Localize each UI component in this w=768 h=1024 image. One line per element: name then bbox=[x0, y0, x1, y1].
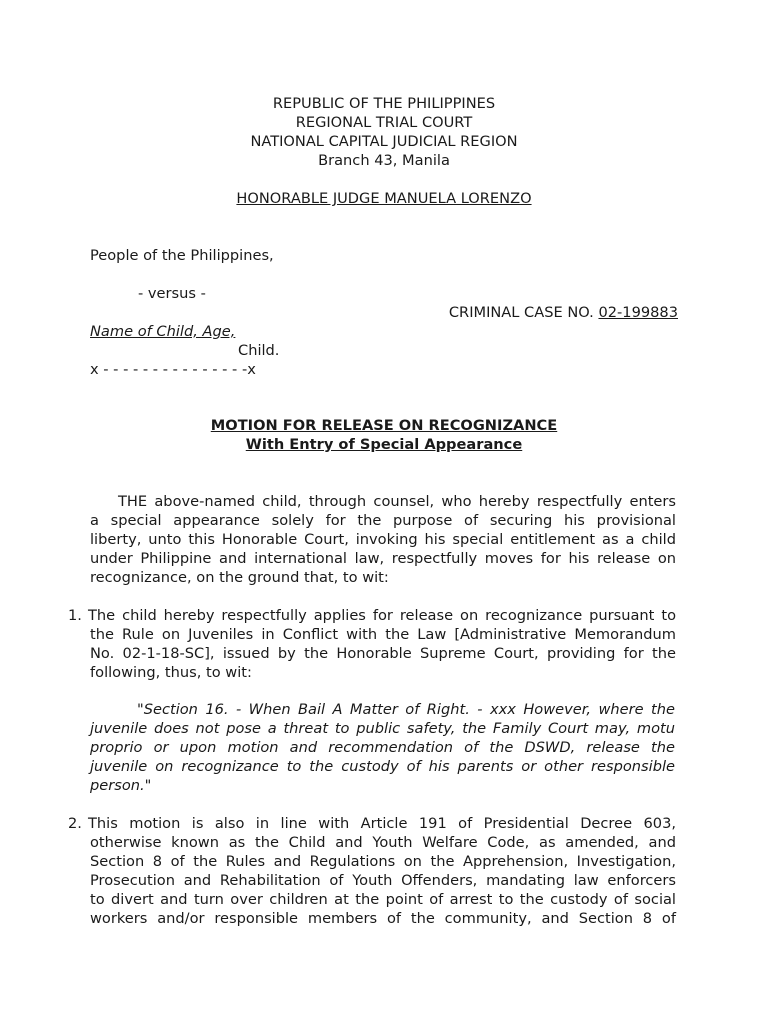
quote-line: juvenile does not pose a threat to public safety, the Family Court may, motu bbox=[90, 720, 675, 737]
defendant-role: Child. bbox=[238, 342, 280, 359]
para2-line: to divert and turn over children at the point of arrest to the custody of social bbox=[90, 891, 676, 908]
para2-number: 2. bbox=[68, 815, 82, 832]
intro-line: under Philippine and international law, respectfully moves for his release on bbox=[90, 550, 676, 567]
motion-title: MOTION FOR RELEASE ON RECOGNIZANCE bbox=[210, 417, 558, 434]
para2-line: This motion is also in line with Article 191 of Presidential Decree 603, bbox=[88, 815, 676, 832]
para2-line: Prosecution and Rehabilitation of Youth Offenders, mandating law enforcers bbox=[90, 872, 676, 889]
para1-line: following, thus, to wit: bbox=[90, 664, 252, 681]
intro-line: a special appearance solely for the purpose of securing his provisional bbox=[90, 512, 676, 529]
case-number-line bbox=[449, 303, 678, 322]
para1-line: The child hereby respectfully applies for release on recognizance pursuant to bbox=[88, 607, 676, 624]
header-branch: Branch 43, Manila bbox=[318, 152, 450, 169]
case-label: CRIMINAL CASE NO. bbox=[448, 304, 599, 321]
versus-text: - versus - bbox=[138, 285, 206, 302]
defendant-name: Name of Child, Age, bbox=[90, 323, 236, 340]
judge-name: HONORABLE JUDGE MANUELA LORENZO bbox=[236, 190, 532, 207]
caption-separator: x - - - - - - - - - - - - - - -x bbox=[90, 361, 256, 378]
para1-line: No. 02-1-18-SC], issued by the Honorable Supreme Court, providing for the bbox=[90, 645, 676, 662]
quote-line: person." bbox=[90, 777, 152, 794]
para2-line: otherwise known as the Child and Youth Welfare Code, as amended, and bbox=[90, 834, 676, 851]
header-republic: REPUBLIC OF THE PHILIPPINES bbox=[272, 95, 496, 112]
intro-line: liberty, unto this Honorable Court, invoking his special entitlement as a child bbox=[90, 531, 676, 548]
quote-line: juvenile on recognizance to the custody of his parents or other responsible bbox=[90, 758, 675, 775]
intro-line: recognizance, on the ground that, to wit: bbox=[90, 569, 389, 586]
case-number: 02-199883 bbox=[598, 304, 678, 321]
intro-line: THE above-named child, through counsel, who hereby respectfully enters bbox=[118, 493, 676, 510]
para2-line: Section 8 of the Rules and Regulations on the Apprehension, Investigation, bbox=[90, 853, 676, 870]
header-court: REGIONAL TRIAL COURT bbox=[295, 114, 473, 131]
header-region: NATIONAL CAPITAL JUDICIAL REGION bbox=[250, 133, 518, 150]
quote-line: "Section 16. - When Bail A Matter of Right. - xxx However, where the bbox=[137, 701, 675, 718]
plaintiff-name: People of the Philippines, bbox=[90, 247, 274, 264]
para1-line: the Rule on Juveniles in Conflict with the Law [Administrative Memorandum bbox=[90, 626, 676, 643]
para1-number: 1. bbox=[68, 607, 82, 624]
quote-line: proprio or upon motion and recommendation of the DSWD, release the bbox=[90, 739, 675, 756]
para2-line: workers and/or responsible members of the community, and Section 8 of bbox=[90, 910, 676, 927]
motion-subtitle: With Entry of Special Appearance bbox=[245, 436, 523, 453]
